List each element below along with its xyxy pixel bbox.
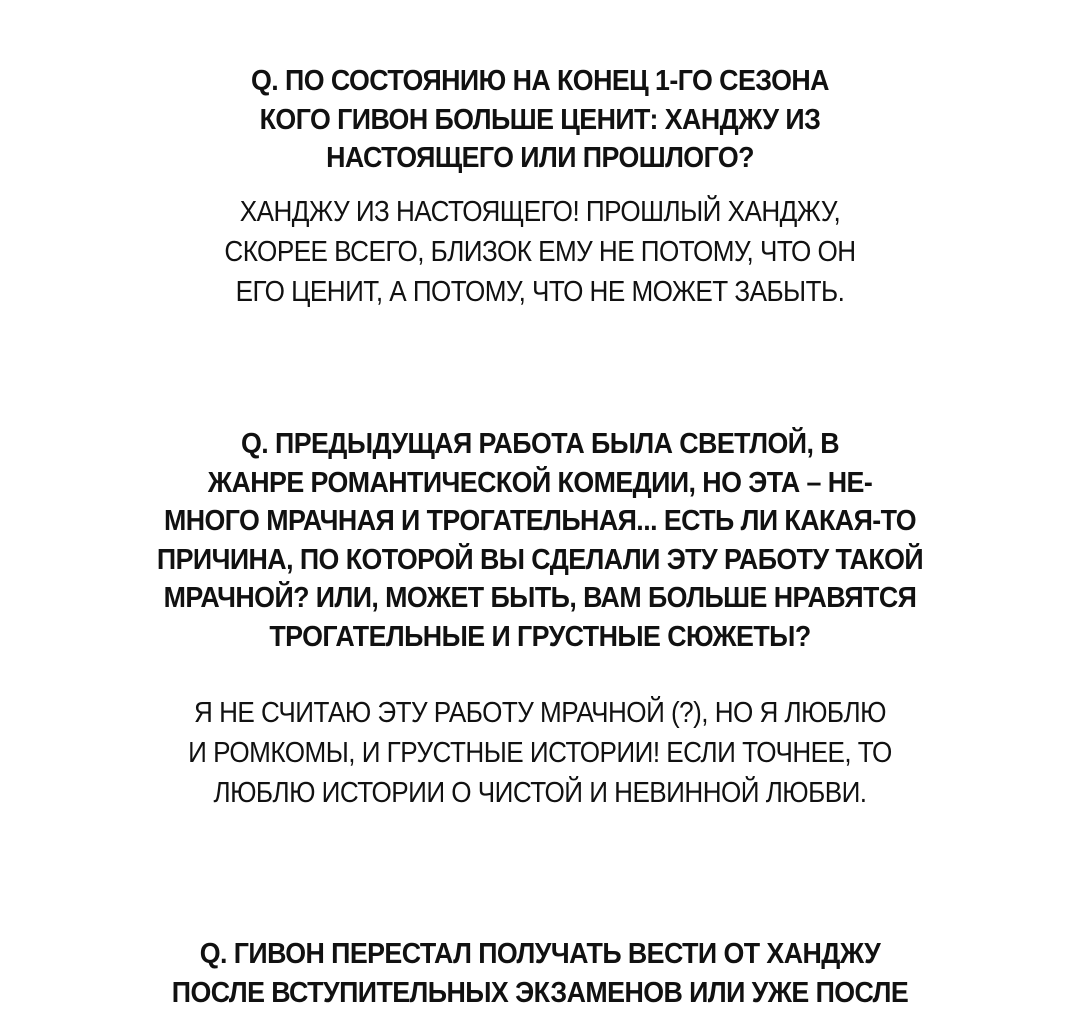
question-line: КОГО ГИВОН БОЛЬШЕ ЦЕНИТ: ХАНДЖУ ИЗ: [259, 103, 821, 136]
question-1: [0, 62, 1080, 178]
question-line: Q. ГИВОН ПЕРЕСТАЛ ПОЛУЧАТЬ ВЕСТИ ОТ ХАНДЖУ: [199, 938, 881, 970]
question-line: ПРИЧИНА, ПО КОТОРОЙ ВЫ СДЕЛАЛИ ЭТУ РАБОТУ ТАКОЙ: [156, 543, 924, 576]
answer-2: [0, 693, 1080, 813]
answer-line: И РОМКОМЫ, И ГРУСТНЫЕ ИСТОРИИ! ЕСЛИ ТОЧНЕЕ, ТО: [188, 737, 892, 769]
question-2: [0, 425, 1080, 656]
question-line: Q. ПО СОСТОЯНИЮ НА КОНЕЦ 1-ГО СЕЗОНА: [251, 65, 829, 97]
question-line: НАСТОЯЩЕГО ИЛИ ПРОШЛОГО?: [326, 142, 754, 174]
question-line: МРАЧНОЙ? ИЛИ, МОЖЕТ БЫТЬ, ВАМ БОЛЬШЕ НРАВЯТСЯ: [163, 582, 917, 614]
question-line: ПОСЛЕ ВСТУПИТЕЛЬНЫХ ЭКЗАМЕНОВ ИЛИ УЖЕ ПОСЛЕ: [171, 976, 909, 1009]
answer-line: Я НЕ СЧИТАЮ ЭТУ РАБОТУ МРАЧНОЙ (?), НО Я ЛЮБЛЮ: [194, 697, 886, 729]
question-3: [0, 935, 1080, 1012]
question-line: Q. ПРЕДЫДУЩАЯ РАБОТА БЫЛА СВЕТЛОЙ, В: [240, 428, 840, 460]
question-line: МНОГО МРАЧНАЯ И ТРОГАТЕЛЬНАЯ... ЕСТЬ ЛИ КАКАЯ-ТО: [163, 505, 917, 537]
question-line: ТРОГАТЕЛЬНЫЕ И ГРУСТНЫЕ СЮЖЕТЫ?: [269, 620, 811, 653]
answer-line: ХАНДЖУ ИЗ НАСТОЯЩЕГО! ПРОШЛЫЙ ХАНДЖУ,: [239, 196, 841, 228]
question-line: ЖАНРЕ РОМАНТИЧЕСКОЙ КОМЕДИИ, НО ЭТА – НЕ-: [207, 466, 873, 499]
answer-line: ЛЮБЛЮ ИСТОРИИ О ЧИСТОЙ И НЕВИННОЙ ЛЮБВИ.: [213, 777, 867, 809]
answer-line: СКОРЕЕ ВСЕГО, БЛИЗОК ЕМУ НЕ ПОТОМУ, ЧТО ОН: [224, 236, 856, 268]
answer-line: ЕГО ЦЕНИТ, А ПОТОМУ, ЧТО НЕ МОЖЕТ ЗАБЫТЬ.: [235, 276, 845, 308]
answer-1: [0, 192, 1080, 312]
